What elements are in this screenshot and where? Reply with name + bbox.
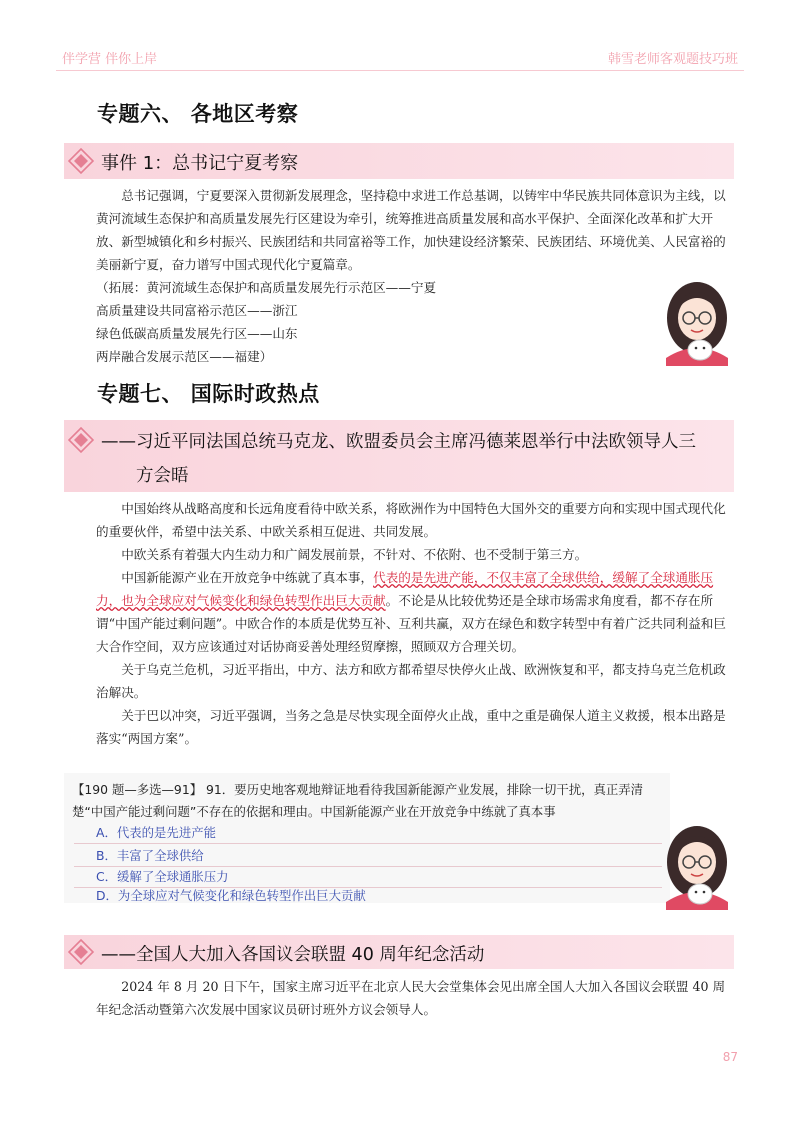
- header-left-text: 伴学营 伴你上岸: [62, 52, 158, 67]
- section6-title: 专题六、 各地区考察: [97, 102, 299, 126]
- quiz-option-c[interactable]: C．缓解了全球通胀压力: [96, 869, 229, 884]
- p3-start: 中国新能源产业在开放竞争中练就了真本事，: [121, 570, 374, 585]
- highlighted-key-phrase: 代表的是先进产能，不仅丰富了全球供给，缓解了全球通胀压力，也为全球应对气候变化和绿色转型作出巨大贡献: [96, 570, 714, 608]
- p3-end: 。不论是从比较优势还是全球市场需求角度看，都不存在所谓“中国产能过剩问题”。中欧合作的本质是优势互补、互利共赢，双方在绿色和数字转型中有着广泛共同利益和巨大合作空间，双方应该通过对话协商妥善处理经贸摩擦，照顾双方合理关切。: [96, 593, 726, 654]
- section7-paragraph-3: [96, 566, 736, 658]
- quiz-box: [64, 773, 670, 903]
- diamond-icon: [68, 427, 94, 453]
- option-divider: [74, 843, 662, 844]
- section6-body: [96, 184, 736, 276]
- diamond-icon: [68, 148, 94, 174]
- section8-paragraph: 2024 年 8 月 20 日下午，国家主席习近平在北京人民大会堂集体会见出席全国人大加入各国议会联盟 40 周年纪念活动暨第六次发展中国家议员研讨班外方议会领导人。: [96, 979, 726, 1017]
- event1-title: 事件 1：总书记宁夏考察: [101, 153, 299, 174]
- quiz-option-d[interactable]: D．为全球应对气候变化和绿色转型作出巨大贡献: [96, 888, 366, 903]
- page-number: 87: [722, 1050, 738, 1064]
- section7-paragraph-5: 关于巴以冲突，习近平强调，当务之急是尽快实现全面停火止战，重中之重是确保人道主义救援，根本出路是落实“两国方案”。: [96, 708, 726, 746]
- header-right-text: 韩雪老师客观题技巧班: [607, 52, 738, 67]
- npc-ipu-banner: [64, 935, 734, 969]
- section6-paragraph: 总书记强调，宁夏要深入贯彻新发展理念，坚持稳中求进工作总基调，以铸牢中华民族共同体意识为主线，以黄河流域生态保护和高质量发展先行区建设为牵引，统筹推进高质量发展和高水平保护、全面深化改革和扩大开放、新型城镇化和乡村振兴、民族团结和共同富裕等工作，加快建设经济繁荣、民族团结、环境优美、人民富裕的美丽新宁夏，奋力谱写中国式现代化宁夏篇章。: [96, 188, 726, 272]
- section7-paragraph-1: 中国始终从战略高度和长远角度看待中欧关系，将欧洲作为中国特色大国外交的重要方向和实现中国式现代化的重要伙伴，希望中法关系、中欧关系相互促进、共同发展。: [96, 501, 726, 539]
- section7-body: [96, 497, 736, 750]
- quiz-question: 【190 题—多选—91】 91．要历史地客观地辩证地看待我国新能源产业发展，排除一切干扰，真正弄清楚“中国产能过剩问题”不存在的依据和理由。中国新能源产业在开放竞争中练就了真本事: [72, 782, 644, 819]
- section7-paragraph-4: 关于乌克兰危机，习近平指出，中方、法方和欧方都希望尽快停火止战、欧洲恢复和平，都支持乌克兰危机政治解决。: [96, 662, 726, 700]
- section6-extension: [96, 276, 636, 368]
- section8-body: [96, 975, 736, 1021]
- diamond-icon: [68, 939, 94, 965]
- teacher-avatar-illustration: [660, 820, 734, 912]
- ext-line: （拓展：黄河流域生态保护和高质量发展先行示范区——宁夏: [96, 280, 437, 295]
- npc-ipu-title: ——全国人大加入各国议会联盟 40 周年纪念活动: [101, 945, 485, 965]
- quiz-option-a[interactable]: A．代表的是先进产能: [96, 825, 216, 840]
- summit-banner: [64, 420, 734, 492]
- section7-title: 专题七、 国际时政热点: [97, 382, 320, 406]
- ext-line: 绿色低碳高质量发展先行区——山东: [96, 326, 298, 341]
- summit-title-line1: ——习近平同法国总统马克龙、欧盟委员会主席冯德莱恩举行中法欧领导人三: [101, 432, 696, 452]
- ext-line: 两岸融合发展示范区——福建）: [96, 349, 273, 364]
- event1-banner: [64, 143, 734, 179]
- ext-line: 高质量建设共同富裕示范区——浙江: [96, 303, 298, 318]
- teacher-avatar-illustration: [660, 278, 734, 366]
- quiz-option-b[interactable]: B．丰富了全球供给: [96, 848, 204, 863]
- header-divider: [56, 70, 744, 71]
- summit-title-line2: 方会晤: [136, 466, 189, 486]
- section7-paragraph-2: 中欧关系有着强大内生动力和广阔发展前景，不针对、不依附、也不受制于第三方。: [121, 547, 588, 562]
